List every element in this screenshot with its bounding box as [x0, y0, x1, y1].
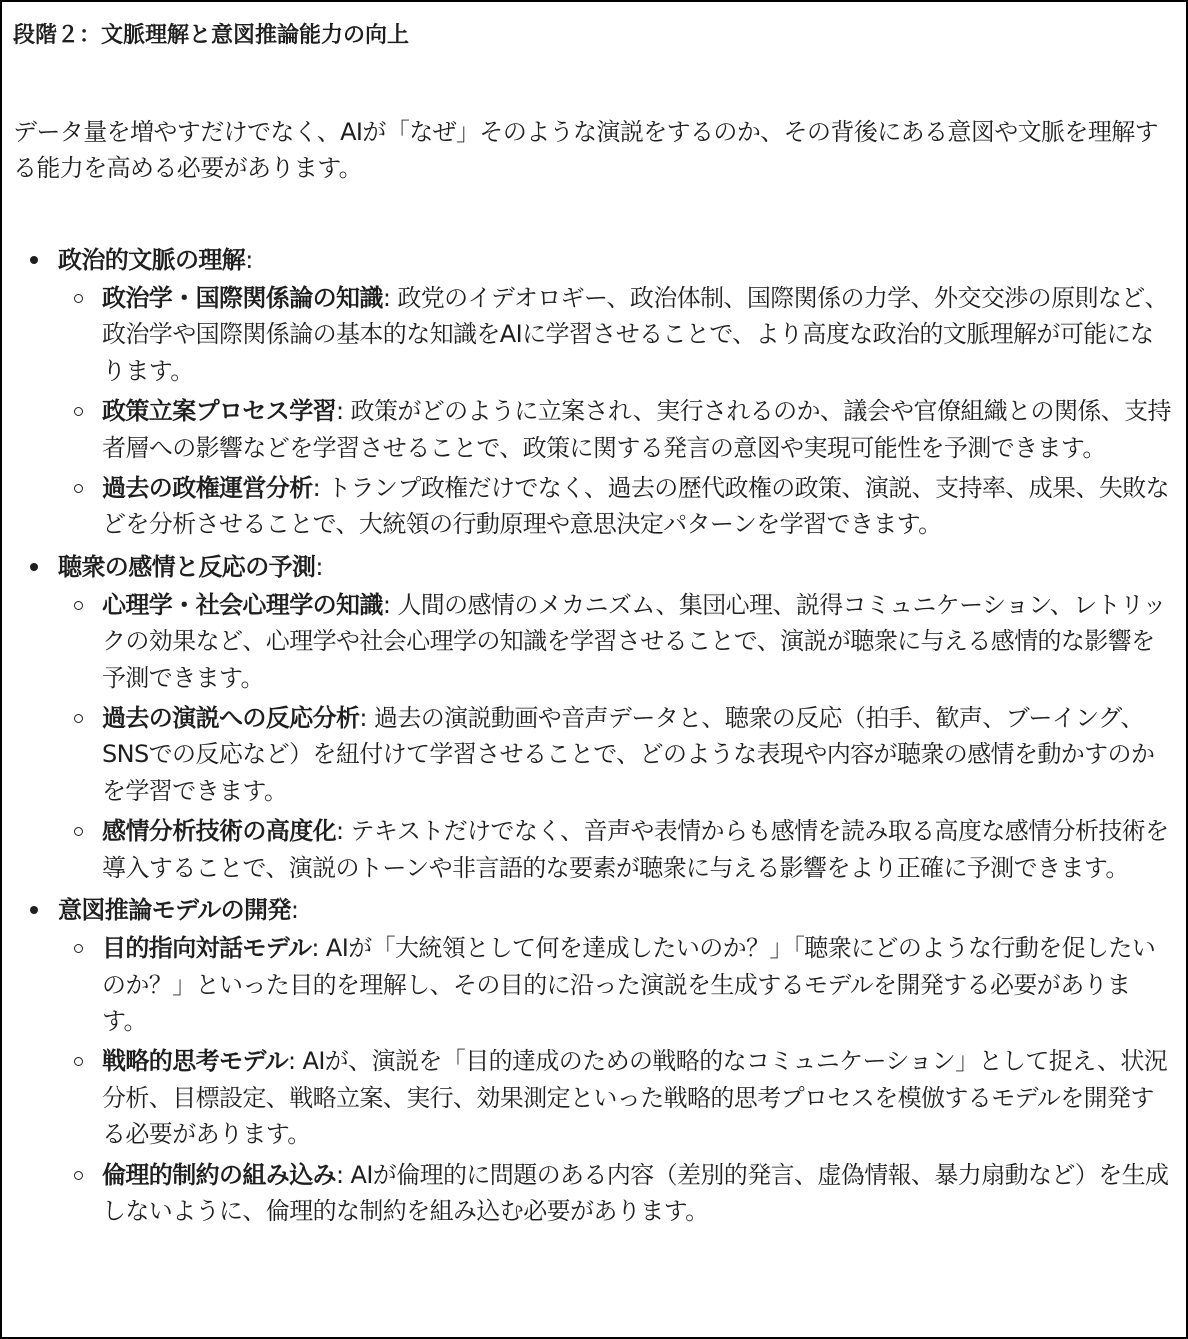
bullet-disc-icon — [30, 563, 38, 571]
sub-item-text: 人間の感情のメカニズム、集団心理、説得コミュニケーション、レトリックの効果など、心理学や社会心理学の知識を学習させることで、演説が聴衆に与える感情的な影響を予測できます。 — [102, 590, 1166, 692]
bullet-circle-icon — [74, 601, 83, 610]
intro-paragraph: データ量を増やすだけでなく、AIが「なぜ」そのような演説をするのか、その背後にある意図や文脈を理解する能力を高める必要があります。 — [13, 118, 1159, 182]
sub-list-item — [58, 587, 1182, 696]
sub-item-term: 政治学・国際関係論の知識 — [102, 284, 383, 312]
bullet-circle-icon — [74, 294, 83, 303]
sub-item-term: 戦略的思考モデル — [102, 1047, 288, 1076]
list-item-political-context — [2, 240, 1182, 543]
bullet-disc-icon — [30, 906, 38, 914]
sub-item-text: テキストだけでなく、音声や表情からも感情を読み取る高度な感情分析技術を導入することで、演説のトーンや非言語的な要素が聴衆に与える影響をより正確に予測できます。 — [102, 817, 1169, 882]
list-item-intent-model — [2, 890, 1182, 1229]
sub-item-term: 倫理的制約の組み込み — [102, 1160, 336, 1189]
sub-item-term: 感情分析技術の高度化 — [102, 817, 336, 846]
sub-list-item — [58, 280, 1182, 389]
sub-list-item — [58, 930, 1182, 1039]
bullet-circle-icon — [74, 714, 83, 723]
sub-item-term: 過去の政権運営分析 — [102, 474, 313, 503]
sub-item-text: 政党のイデオロギー、政治体制、国際関係の力学、外交交渉の原則など、政治学や国際関係論の基本的な知識をAIに学習させることで、より高度な政治的文脈理解が可能になります。 — [102, 284, 1169, 385]
sub-item-sep: : — [336, 397, 351, 426]
sub-item-text: AIが、演説を「目的達成のための戦略的なコミュニケーション」として捉え、状況分析、目標設定、戦略立案、実行、効果測定といった戦略的思考プロセスを模倣するモデルを開発する必要があります。 — [102, 1047, 1168, 1149]
sub-item-term: 過去の演説への反応分析 — [102, 704, 360, 733]
sub-list-item — [58, 393, 1182, 466]
bullet-disc-icon — [30, 256, 38, 264]
sub-item-term: 政策立案プロセス学習 — [102, 397, 336, 426]
list-item-colon: : — [315, 552, 323, 581]
sub-list-item — [58, 813, 1182, 886]
list-item-colon: : — [245, 246, 253, 274]
sub-list — [58, 280, 1182, 543]
sub-item-sep: : — [382, 284, 398, 312]
sub-list-item — [58, 700, 1182, 809]
sub-list-item — [58, 1157, 1182, 1230]
sub-item-sep: : — [312, 474, 328, 503]
bullet-circle-icon — [74, 827, 83, 836]
bullet-circle-icon — [74, 1057, 83, 1066]
sub-list — [58, 930, 1182, 1229]
sub-item-text: AIが「大統領として何を達成したいのか？」「聴衆にどのような行動を促したいのか？」といった目的を理解し、その目的に沿った演説を生成するモデルを開発する必要があります。 — [102, 934, 1156, 1035]
list-item-title: 政治的文脈の理解 — [58, 246, 246, 274]
topic-list — [2, 240, 1182, 1233]
sub-item-text: AIが倫理的に問題のある内容（差別的発言、虚偽情報、暴力扇動など）を生成しないように、倫理的な制約を組み込む必要があります。 — [102, 1160, 1169, 1225]
sub-item-sep: : — [336, 817, 351, 846]
bullet-circle-icon — [74, 1171, 83, 1180]
list-item-colon: : — [290, 896, 299, 925]
sub-item-sep: : — [359, 704, 374, 733]
list-item-title: 聴衆の感情と反応の予測 — [58, 552, 316, 581]
bullet-circle-icon — [74, 407, 83, 416]
sub-item-sep: : — [336, 1160, 351, 1189]
sub-item-text: トランプ政権だけでなく、過去の歴代政権の政策、演説、支持率、成果、失敗などを分析させることで、大統領の行動原理や意思決定パターンを学習できます。 — [102, 474, 1170, 539]
bullet-circle-icon — [74, 484, 83, 493]
sub-item-sep: : — [288, 1047, 303, 1076]
list-item-title: 意図推論モデルの開発 — [58, 896, 291, 925]
sub-list — [58, 587, 1182, 886]
sub-item-term: 目的指向対話モデル — [102, 934, 312, 963]
section-heading: 段階２：文脈理解と意図推論能力の向上 — [13, 23, 410, 48]
sub-list-item — [58, 470, 1182, 543]
list-item-audience-reaction — [2, 547, 1182, 886]
sub-item-sep: : — [311, 934, 326, 963]
sub-list-item — [58, 1043, 1182, 1152]
sub-item-sep: : — [382, 590, 398, 619]
sub-item-text: 過去の演説動画や音声データと、聴衆の反応（拍手、歓声、ブーイング、SNSでの反応など）を紐付けて学習させることで、どのような表現や内容が聴衆の感情を動かすのかを学習できます。 — [102, 704, 1155, 805]
sub-item-text: 政策がどのように立案され、実行されるのか、議会や官僚組織との関係、支持者層への影響などを学習させることで、政策に関する発言の意図や実現可能性を予測できます。 — [102, 397, 1171, 462]
bullet-circle-icon — [74, 944, 83, 953]
sub-item-term: 心理学・社会心理学の知識 — [102, 590, 383, 619]
